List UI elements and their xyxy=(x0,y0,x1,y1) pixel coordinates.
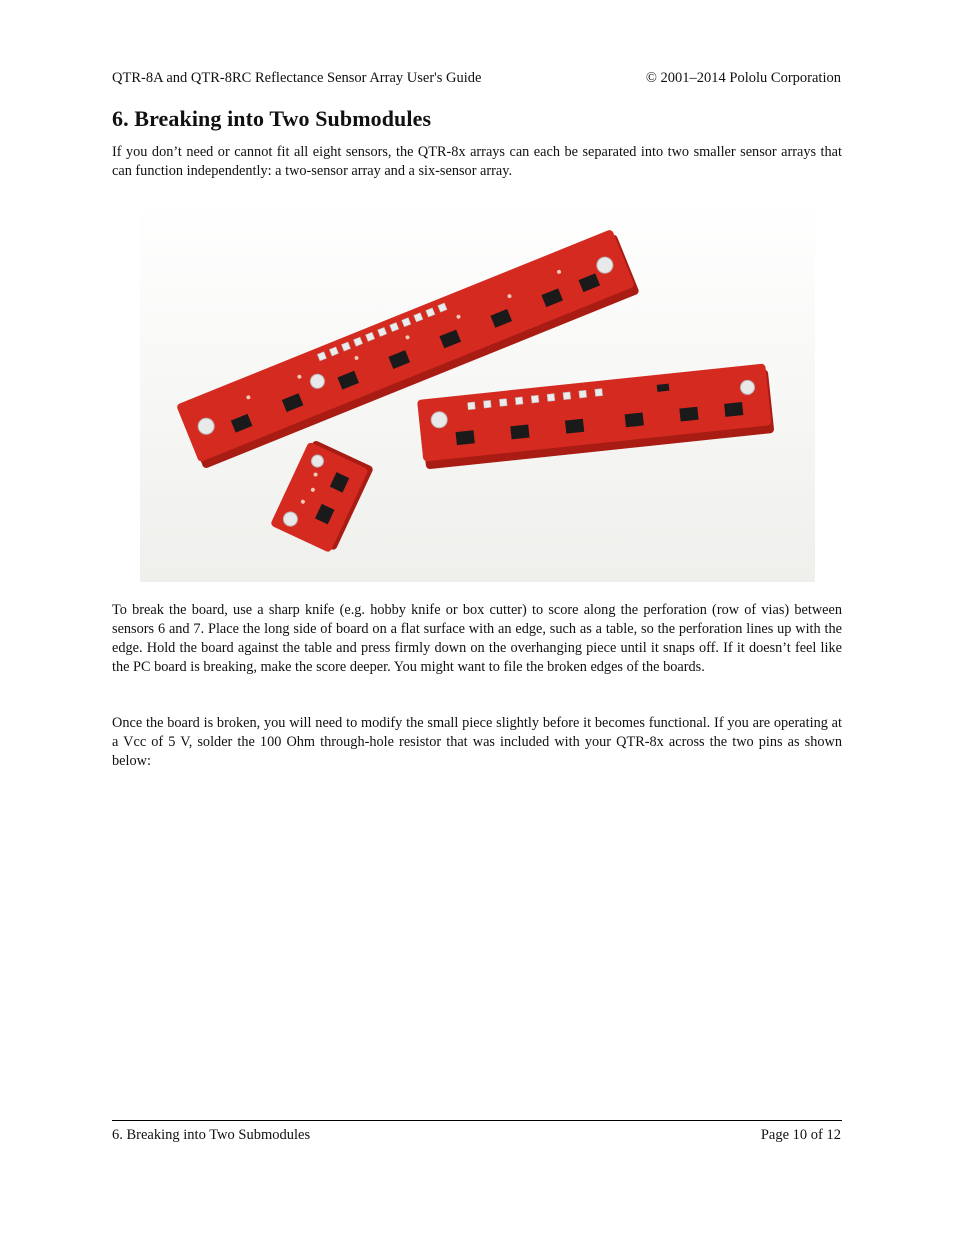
break-instructions-paragraph: To break the board, use a sharp knife (e.g. hobby knife or box cutter) to score along the perforation (row of vias) between sensors 6 and 7. Place the long side of board on a flat surface with an edge, such as a table, so the perforation lines up with the edge. Hold the board against the table and press firmly down on the overhanging piece until it snaps off. If it doesn’t feel like the PC board is breaking, make the score deeper. You might want to file the broken edges of the boards. xyxy=(112,602,842,675)
footer-page-number: Page 10 of 12 xyxy=(760,1127,841,1143)
intro-paragraph: If you don’t need or cannot fit all eight sensors, the QTR-8x arrays can each be separated into two smaller sensor arrays that can function independently: a two-sensor array and a six-sensor array. xyxy=(112,144,842,179)
sensor-array-photo xyxy=(140,200,815,582)
header-title: QTR-8A and QTR-8RC Reflectance Sensor Array User's Guide xyxy=(112,70,482,86)
section-heading: 6. Breaking into Two Submodules xyxy=(112,106,432,131)
modify-instructions-paragraph: Once the board is broken, you will need to modify the small piece slightly before it becomes functional. If you are operating at a Vcc of 5 V, solder the 100 Ohm through-hole resistor that was included with your QTR-8x across the two pins as shown below: xyxy=(112,715,842,769)
footer-divider xyxy=(112,1120,842,1121)
header-copyright: © 2001–2014 Pololu Corporation xyxy=(645,70,841,86)
footer-section-name: 6. Breaking into Two Submodules xyxy=(112,1127,311,1143)
